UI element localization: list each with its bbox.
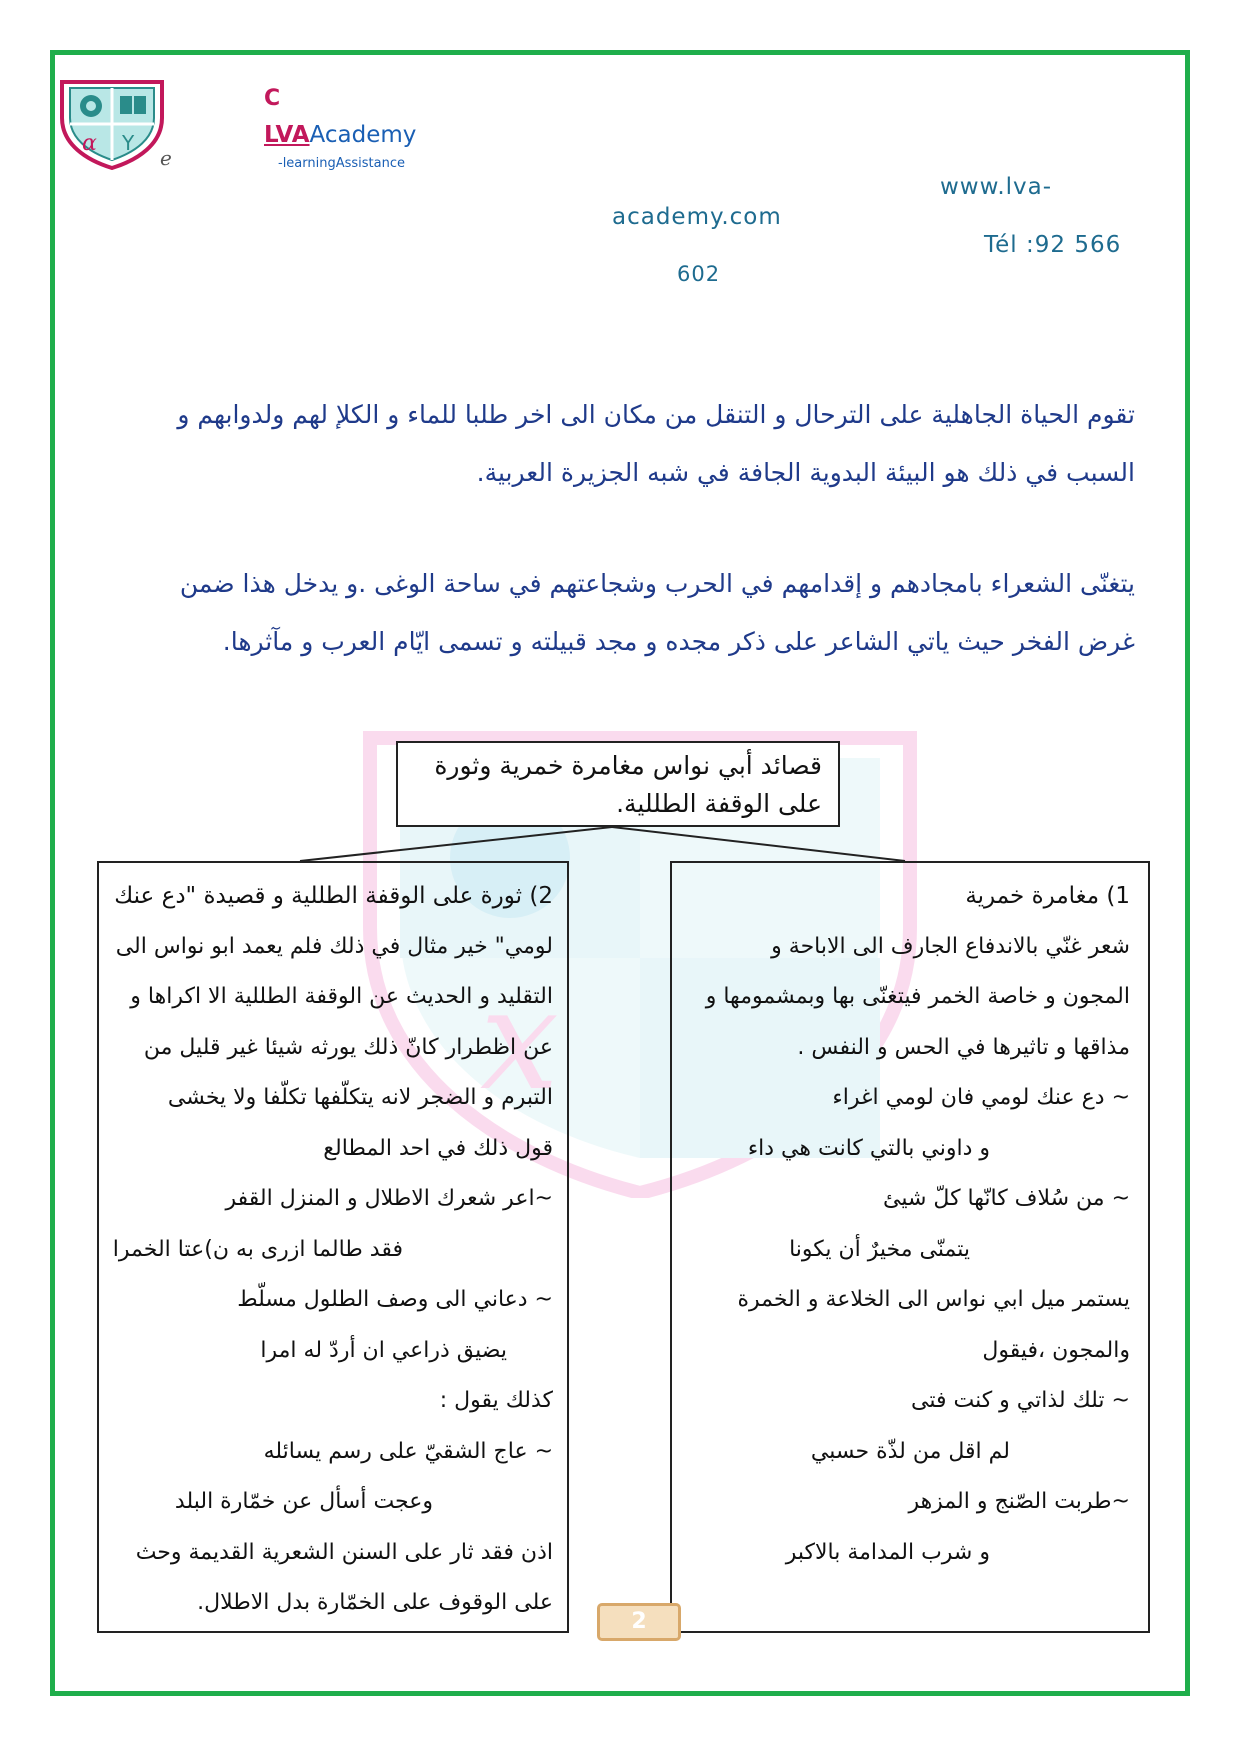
box-line: يتمنّى مخيرٌ أن يكونا xyxy=(789,1236,970,1262)
paragraph-line: غرض الفخر حيث ياتي الشاعر على ذكر مجده و مجد قبيلته و تسمى ايّام العرب و مآثرها. xyxy=(222,627,1135,656)
intro-paragraph-1 xyxy=(145,386,1135,502)
box-line: ~ دعاني الى وصف الطلول مسلّط xyxy=(237,1287,553,1312)
brand-lva: LVA xyxy=(264,122,310,148)
intro-paragraph-2 xyxy=(145,555,1135,671)
box-line: فقد طالما ازرى به ن)عتا الخمرا xyxy=(112,1236,403,1262)
paragraph-line: يتغنّى الشعراء بامجادهم و إقدامهم في الحرب وشجاعتهم في ساحة الوغى .و يدخل هذا ضمن xyxy=(179,569,1135,598)
diagram-title-line: على الوقفة الطللية. xyxy=(616,789,822,818)
diagram-title-box xyxy=(396,741,840,827)
box-ruins-revolt xyxy=(97,861,569,1633)
website-line-1: www.lva- xyxy=(940,174,1053,200)
svg-text:α: α xyxy=(82,131,97,156)
box-line: مذاقها و تاثيرها في الحس و النفس . xyxy=(797,1034,1130,1060)
box-line: ~طربت الصّنج و المزهر xyxy=(908,1489,1130,1514)
box-line: ~ دع عنك لومي فان لومي اغراء xyxy=(832,1085,1130,1110)
box-line: اذن فقد ثار على السنن الشعرية القديمة وحث xyxy=(135,1539,553,1565)
box-line: عن اظطرار كانّ ذلك يورثه شيئا غير قليل من xyxy=(143,1034,553,1060)
box-line: ~اعر شعرك الاطلال و المنزل القفر xyxy=(225,1186,553,1211)
box-line: يضيق ذراعي ان أردّ له امرا xyxy=(260,1337,507,1363)
telephone-line-2: 602 xyxy=(677,262,721,286)
box-line: ~ عاج الشقيّ على رسم يسائله xyxy=(263,1438,553,1464)
box-line: و شرب المدامة بالاكبر xyxy=(785,1539,990,1565)
box-line: المجون و خاصة الخمر فيتغنّى بها وبمشمومها و xyxy=(705,984,1130,1009)
box-line: التقليد و الحديث عن الوقفة الطللية الا اكراها و xyxy=(130,984,553,1009)
brand-c-letter: C xyxy=(264,86,281,111)
box-line: والمجون ،فيقول xyxy=(982,1337,1130,1363)
box-line: قول ذلك في احد المطالع xyxy=(323,1135,553,1161)
paragraph-line: تقوم الحياة الجاهلية على الترحال و التنقل من مكان الى اخر طلبا للماء و الكلإ لهم ولدوابهم و xyxy=(177,400,1135,429)
box-heading: 1) مغامرة خمرية xyxy=(965,883,1130,909)
svg-text:Y: Y xyxy=(122,131,135,155)
diagram-title-line: قصائد أبي نواس مغامرة خمرية وثورة xyxy=(434,751,822,780)
telephone-line-1: Tél :92 566 xyxy=(984,232,1122,258)
box-line: شعر غنّي بالاندفاع الجارف الى الاباحة و xyxy=(771,933,1130,959)
box-heading: 2) ثورة على الوقفة الطللية و قصيدة "دع عنك xyxy=(114,883,553,909)
page-number: 2 xyxy=(597,1603,681,1641)
lva-academy-logo-icon xyxy=(58,78,166,170)
box-line: كذلك يقول : xyxy=(439,1388,553,1413)
brand-name xyxy=(264,122,416,148)
box-line: التبرم و الضجر لانه يتكلّفها تكلّفا ولا يخشى xyxy=(167,1085,553,1110)
box-line: على الوقوف على الخمّارة بدل الاطلال. xyxy=(197,1590,553,1615)
box-line: لومي" خير مثال في ذلك فلم يعمد ابو نواس الى xyxy=(115,933,553,959)
box-line: ~ تلك لذاتي و كنت فتى xyxy=(910,1388,1130,1413)
brand-tagline: -learningAssistance xyxy=(278,156,405,171)
box-wine-adventure xyxy=(670,861,1150,1633)
box-line: يستمر ميل ابي نواس الى الخلاعة و الخمرة xyxy=(737,1287,1130,1312)
paragraph-line: السبب في ذلك هو البيئة البدوية الجافة في شبه الجزيرة العربية. xyxy=(476,458,1135,487)
svg-text:x: x xyxy=(480,959,559,1122)
box-line: لم اقل من لذّة حسبي xyxy=(810,1438,1010,1464)
box-line: و داوني بالتي كانت هي داء xyxy=(747,1135,990,1161)
box-line: ~ من سُلاف كانّها كلّ شيئ xyxy=(883,1186,1130,1211)
brand-academy: Academy xyxy=(309,122,417,148)
website-line-2: academy.com xyxy=(612,204,782,230)
box-line: وعجت أسأل عن خمّارة البلد xyxy=(174,1489,433,1514)
logo-e-letter: e xyxy=(160,146,172,170)
